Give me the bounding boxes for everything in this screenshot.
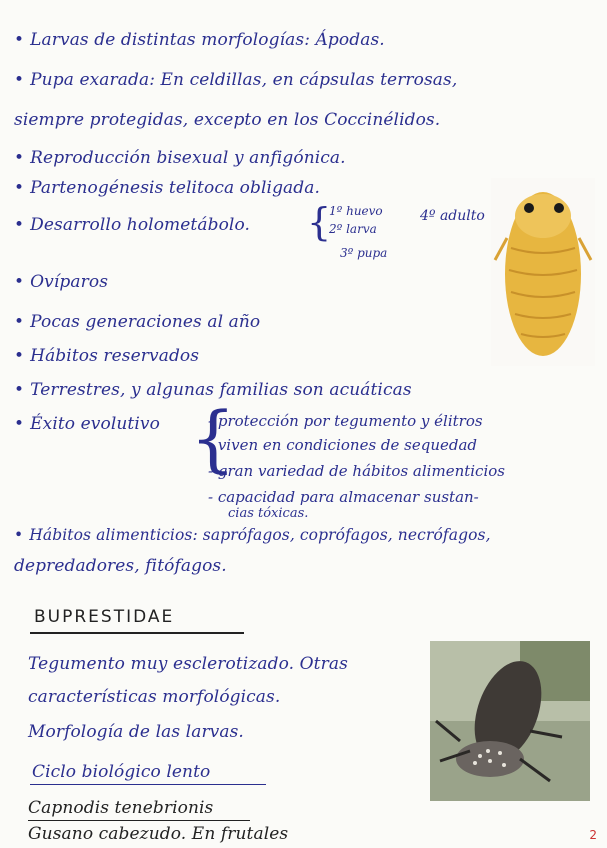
- line-pupa-cont: [14, 110, 440, 130]
- line-generaciones: [14, 312, 260, 332]
- section-line: características morfológicas.: [28, 687, 281, 707]
- title-underline: [30, 632, 244, 634]
- bullet: •: [14, 70, 25, 90]
- stage-pupa: 3º pupa: [340, 246, 388, 260]
- line-alimenticios-cont: [14, 556, 227, 576]
- line-text: Partenogénesis telitoca obligada.: [30, 178, 321, 198]
- larva-image: [491, 178, 595, 366]
- section-title: BUPRESTIDAE: [34, 607, 175, 627]
- line-desarrollo: [14, 215, 250, 235]
- stage-adulto: 4º adulto: [420, 208, 485, 224]
- bullet: •: [14, 380, 25, 400]
- success-item: - gran variedad de hábitos alimenticios: [208, 462, 505, 480]
- line-text: Éxito evolutivo: [30, 414, 160, 434]
- ciclo-underline: [30, 784, 266, 785]
- bullet: •: [14, 30, 25, 50]
- line-text: Pupa exarada: En celdillas, en cápsulas terrosas,: [30, 70, 458, 90]
- line-text: Terrestres, y algunas familias son acuáticas: [30, 380, 412, 400]
- line-oviparos: [14, 272, 108, 292]
- success-item: - capacidad para almacenar sustan-: [208, 488, 479, 506]
- line-text: Hábitos alimenticios: saprófagos, coprófagos, necrófagos,: [29, 526, 491, 544]
- beetle-image: [430, 641, 590, 801]
- bullet: •: [14, 414, 25, 434]
- bullet: •: [14, 346, 25, 366]
- stage-larva: 2º larva: [329, 222, 377, 236]
- line-text: Larvas de distintas morfologías: Ápodas.: [30, 30, 385, 50]
- bullet: •: [14, 526, 24, 544]
- bullet: •: [14, 312, 25, 332]
- bullet: •: [14, 178, 25, 198]
- section-line: Gusano cabezudo. En frutales: [28, 824, 289, 844]
- beetle-photo: [430, 641, 590, 801]
- bullet: •: [14, 272, 25, 292]
- larva-photo: [491, 178, 595, 366]
- section-line: Morfología de las larvas.: [28, 722, 244, 742]
- success-item: - viven en condiciones de sequedad: [208, 436, 478, 454]
- line-alimenticios: [14, 526, 491, 544]
- species-underline: [28, 820, 250, 821]
- line-text: siempre protegidas, excepto en los Coccinélidos.: [14, 110, 441, 130]
- section-line: Ciclo biológico lento: [32, 762, 211, 782]
- success-item: - protección por tegumento y élitros: [208, 412, 483, 430]
- line-text: Ovíparos: [30, 272, 109, 292]
- line-partenogenesis: [14, 178, 320, 198]
- stage-huevo: 1º huevo: [329, 204, 383, 218]
- line-pupa: [14, 70, 457, 90]
- line-text: depredadores, fitófagos.: [14, 556, 227, 576]
- line-text: Pocas generaciones al año: [30, 312, 261, 332]
- stage-brace: {: [307, 200, 332, 244]
- section-line: Tegumento muy esclerotizado. Otras: [28, 654, 348, 674]
- page-number: 2: [589, 828, 597, 842]
- species-name: Capnodis tenebrionis: [28, 798, 214, 818]
- success-item: cias tóxicas.: [228, 506, 309, 521]
- line-reproduccion: [14, 148, 346, 168]
- line-exito: [14, 414, 160, 434]
- success-brace: {: [190, 396, 236, 480]
- line-habitos: [14, 346, 199, 366]
- bullet: •: [14, 148, 25, 168]
- line-larvas: [14, 30, 385, 50]
- line-text: Desarrollo holometábolo.: [30, 215, 250, 235]
- line-text: Reproducción bisexual y anfigónica.: [30, 148, 346, 168]
- line-text: Hábitos reservados: [30, 346, 200, 366]
- bullet: •: [14, 215, 25, 235]
